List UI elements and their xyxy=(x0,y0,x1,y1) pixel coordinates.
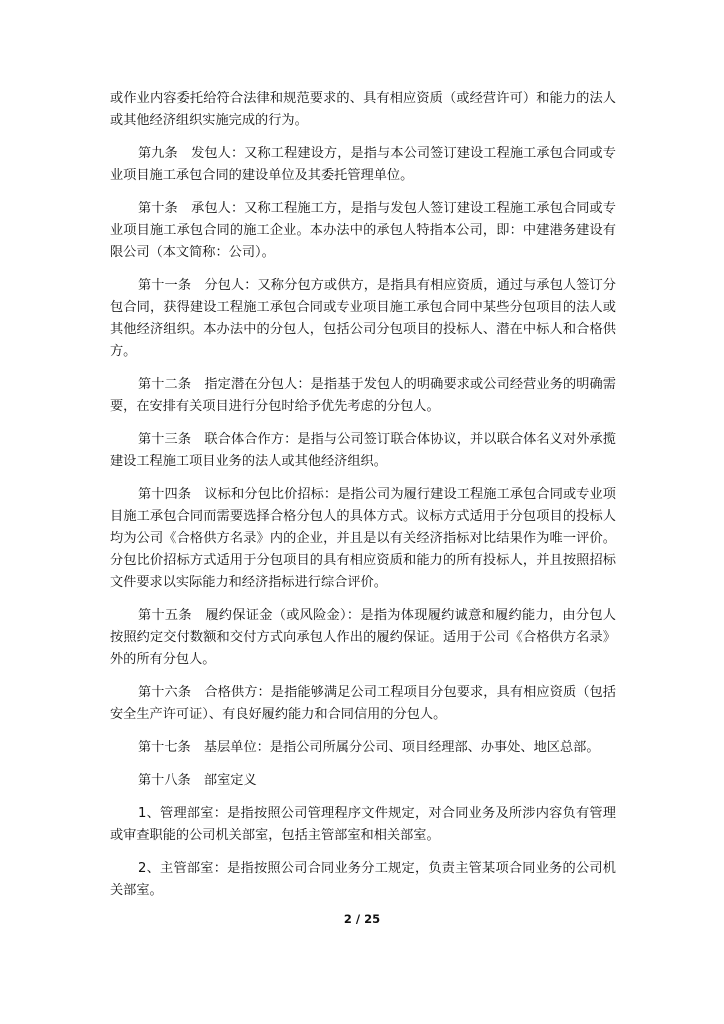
document-page xyxy=(110,88,616,913)
article-18-heading: 第十八条 部室定义 xyxy=(138,773,257,788)
article-14: 第十四条 议标和分包比价招标：是指公司为履行建设工程施工承包合同或专业项目施工承包合同而需要选择合格分包人的具体方式。议标方式适用于分包项目的投标人均为公司《合格供方名录》内的企业，并且是以有关经济指标对比结果作为唯一评价。分包比价招标方式适用于分包项目的具有相应资质和能力的所有投标人，并且按照招标文件要求以实际能力和经济指标进行综合评价。 xyxy=(110,487,616,590)
article-13: 第十三条 联合体合作方：是指与公司签订联合体协议，并以联合体名义对外承揽建设工程施工项目业务的法人或其他经济组织。 xyxy=(110,432,616,469)
article-9: 第九条 发包人：又称工程建设方，是指与本公司签订建设工程施工承包合同或专业项目施工承包合同的建设单位及其委托管理单位。 xyxy=(110,146,616,183)
article-16: 第十六条 合格供方：是指能够满足公司工程项目分包要求，具有相应资质（包括安全生产许可证）、有良好履约能力和合同信用的分包人。 xyxy=(110,685,616,722)
page-number: 2 / 25 xyxy=(343,912,381,926)
article-12: 第十二条 指定潜在分包人：是指基于发包人的明确要求或公司经营业务的明确需要，在安排有关项目进行分包时给予优先考虑的分包人。 xyxy=(110,377,616,414)
article-18-item-2: 2、主管部室：是指按照公司合同业务分工规定，负责主管某项合同业务的公司机关部室。 xyxy=(110,861,616,898)
article-11: 第十一条 分包人：又称分包方或供方，是指具有相应资质，通过与承包人签订分包合同，获得建设工程施工承包合同或专业项目施工承包合同中某些分包项目的法人或其他经济组织。本办法中的分包人，包括公司分包项目的投标人、潜在中标人和合格供方。 xyxy=(110,278,616,359)
article-18-item-1: 1、管理部室：是指按照公司管理程序文件规定，对合同业务及所涉内容负有管理或审查职能的公司机关部室，包括主管部室和相关部室。 xyxy=(110,806,616,843)
article-15: 第十五条 履约保证金（或风险金）：是指为体现履约诚意和履约能力，由分包人按照约定交付数额和交付方式向承包人作出的履约保证。适用于公司《合格供方名录》外的所有分包人。 xyxy=(110,608,616,667)
article-10: 第十条 承包人：又称工程施工方，是指与发包人签订建设工程施工承包合同或专业项目施工承包合同的施工企业。本办法中的承包人特指本公司，即：中建港务建设有限公司（本文简称：公司）。 xyxy=(110,201,616,260)
paragraph-continuation: 或作业内容委托给符合法律和规范要求的、具有相应资质（或经营许可）和能力的法人或其他经济组织实施完成的行为。 xyxy=(110,91,616,128)
article-17: 第十七条 基层单位：是指公司所属分公司、项目经理部、办事处、地区总部。 xyxy=(138,740,600,755)
